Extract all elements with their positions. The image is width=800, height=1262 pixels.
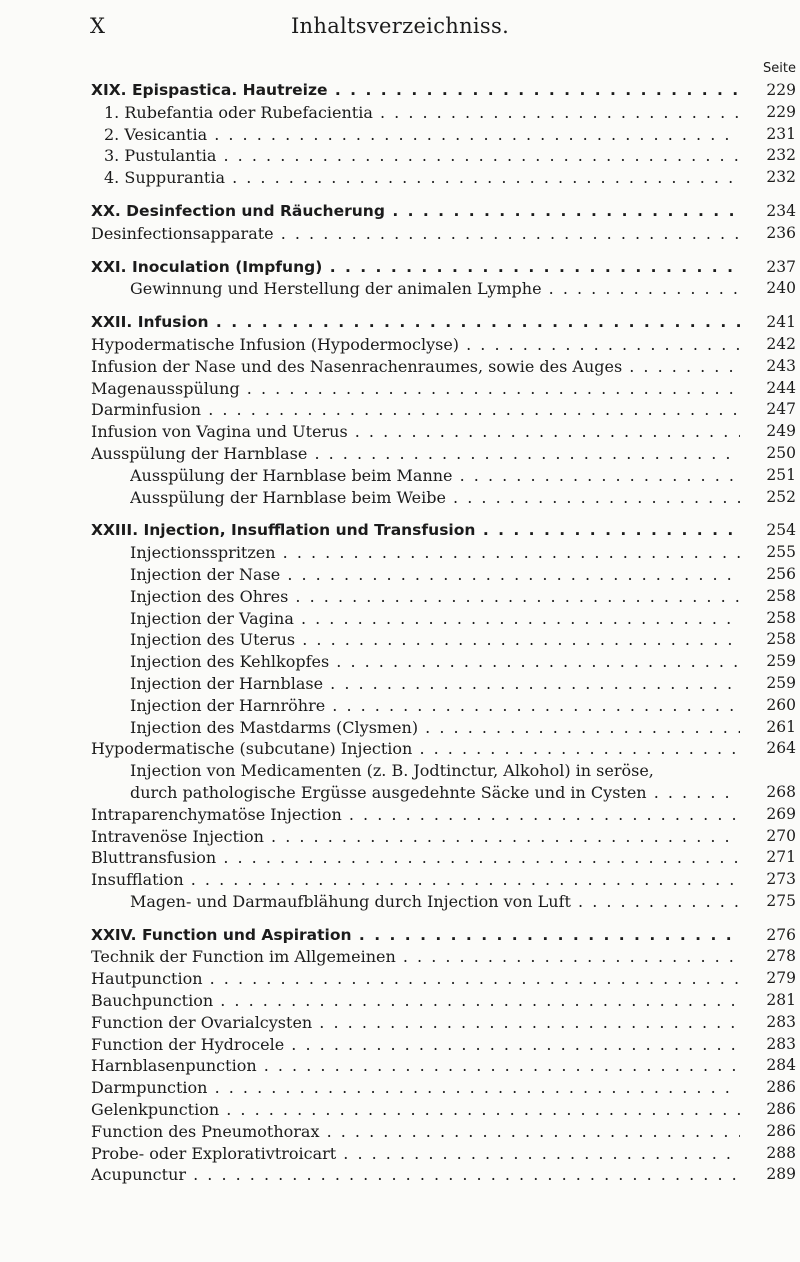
toc-entry <box>0 608 800 630</box>
toc-page-number: 250 <box>740 443 796 464</box>
toc-entry-text: Injection des Ohres . . . <box>130 586 740 607</box>
toc-entry-text: Ausspülung der Harnblase beim Manne . . . <box>130 465 740 486</box>
toc-entry-text: Darminfusion . . . <box>91 399 740 420</box>
toc-entry <box>0 465 800 487</box>
toc-entry <box>0 102 800 124</box>
toc-page-number: 283 <box>740 1034 796 1055</box>
toc-section <box>0 257 800 279</box>
toc-page-number: 279 <box>740 968 796 989</box>
toc-page-number: 256 <box>740 564 796 585</box>
toc-entry <box>0 968 800 990</box>
toc-page-number: 243 <box>740 356 796 377</box>
toc-page-number: 286 <box>740 1077 796 1098</box>
toc-entry-text: XXII. Infusion . . . <box>91 312 740 333</box>
toc-entry-text: Harnblasenpunction . . . <box>91 1055 740 1076</box>
toc-entry <box>0 1143 800 1165</box>
toc-page-number: 288 <box>740 1143 796 1164</box>
toc-page-number: 270 <box>740 826 796 847</box>
toc-page-number: 278 <box>740 946 796 967</box>
toc-entry-text: Gewinnung und Herstellung der animalen Lymphe . . . <box>130 278 740 299</box>
toc-page-number: 241 <box>740 312 796 333</box>
toc-section <box>0 80 800 102</box>
toc-page-number: 283 <box>740 1012 796 1033</box>
toc-entry <box>0 564 800 586</box>
table-of-contents <box>0 80 800 1186</box>
toc-entry <box>0 1077 800 1099</box>
toc-entry-text: Hautpunction . . . <box>91 968 740 989</box>
toc-entry-text: Technik der Function im Allgemeinen . . . <box>91 946 740 967</box>
toc-page-number: 232 <box>740 167 796 188</box>
toc-page-number: 259 <box>740 673 796 694</box>
toc-entry <box>0 782 800 804</box>
toc-entry-text: XXI. Inoculation (Impfung) . . . <box>91 257 740 278</box>
toc-entry <box>0 990 800 1012</box>
toc-page-number: 273 <box>740 869 796 890</box>
toc-entry-text: Hypodermatische (subcutane) Injection . . . <box>91 738 740 759</box>
toc-entry <box>0 542 800 564</box>
toc-entry <box>0 443 800 465</box>
toc-page-number: 286 <box>740 1121 796 1142</box>
toc-entry <box>0 223 800 245</box>
toc-entry-text: Desinfectionsapparate . . . <box>91 223 740 244</box>
toc-entry-text: XIX. Epispastica. Hautreize . . . <box>91 80 740 101</box>
toc-entry-text: Darmpunction . . . <box>91 1077 740 1098</box>
toc-entry <box>0 167 800 189</box>
toc-entry-text: Probe- oder Explorativtroicart . . . <box>91 1143 740 1164</box>
toc-entry <box>0 356 800 378</box>
toc-page-number: 281 <box>740 990 796 1011</box>
toc-page-number: 254 <box>740 520 796 541</box>
toc-entry <box>0 695 800 717</box>
toc-page-number: 232 <box>740 145 796 166</box>
toc-section <box>0 925 800 947</box>
toc-entry-text: Function der Ovarialcysten . . . <box>91 1012 740 1033</box>
toc-page-number: 251 <box>740 465 796 486</box>
toc-entry-text: Injectionsspritzen . . . <box>130 542 740 563</box>
toc-page-number: 286 <box>740 1099 796 1120</box>
toc-entry <box>0 1012 800 1034</box>
toc-entry-text: Infusion von Vagina und Uterus . . . <box>91 421 740 442</box>
toc-entry <box>0 334 800 356</box>
toc-section <box>0 201 800 223</box>
toc-entry-text: Infusion der Nase und des Nasenrachenraumes, sowie des Auges . . . <box>91 356 740 377</box>
toc-entry-text: Function des Pneumothorax . . . <box>91 1121 740 1142</box>
toc-entry-text: Ausspülung der Harnblase beim Weibe . . . <box>130 487 740 508</box>
toc-entry-text: durch pathologische Ergüsse ausgedehnte Säcke und in Cysten . . . <box>130 782 740 803</box>
toc-page-number: 258 <box>740 629 796 650</box>
toc-page-number: 236 <box>740 223 796 244</box>
toc-entry-text: Injection des Mastdarms (Clysmen) . . . <box>130 717 740 738</box>
toc-entry-text: Injection der Nase . . . <box>130 564 740 585</box>
toc-entry-text: 1. Rubefantia oder Rubefacientia . . . <box>104 102 740 123</box>
toc-entry-text: 3. Pustulantia . . . <box>104 145 740 166</box>
toc-page-number: 259 <box>740 651 796 672</box>
toc-section <box>0 312 800 334</box>
toc-page-number: 255 <box>740 542 796 563</box>
toc-page-number: 247 <box>740 399 796 420</box>
toc-entry-text: Bluttransfusion . . . <box>91 847 740 868</box>
toc-page-number: 242 <box>740 334 796 355</box>
toc-entry <box>0 1121 800 1143</box>
toc-page-number: 284 <box>740 1055 796 1076</box>
toc-entry <box>0 946 800 968</box>
toc-entry-text: Magen- und Darmaufblähung durch Injection von Luft . . . <box>130 891 740 912</box>
toc-entry-text: Bauchpunction . . . <box>91 990 740 1011</box>
toc-entry-text: Function der Hydrocele . . . <box>91 1034 740 1055</box>
toc-page-number: 275 <box>740 891 796 912</box>
toc-page-number: 289 <box>740 1164 796 1185</box>
toc-entry-text: 4. Suppurantia . . . <box>104 167 740 188</box>
toc-page-number: 229 <box>740 102 796 123</box>
toc-page-number: 260 <box>740 695 796 716</box>
toc-entry-text: 2. Vesicantia . . . <box>104 124 740 145</box>
toc-entry <box>0 378 800 400</box>
toc-entry-text: Intraparenchymatöse Injection . . . <box>91 804 740 825</box>
toc-page-number: 264 <box>740 738 796 759</box>
toc-page-number: 249 <box>740 421 796 442</box>
toc-page-number: 237 <box>740 257 796 278</box>
toc-entry <box>0 738 800 760</box>
toc-entry <box>0 717 800 739</box>
toc-entry-text: Magenausspülung . . . <box>91 378 740 399</box>
toc-page-number: 252 <box>740 487 796 508</box>
toc-entry <box>0 1055 800 1077</box>
toc-entry <box>0 804 800 826</box>
toc-entry-text: Injection des Kehlkopfes . . . <box>130 651 740 672</box>
toc-page-number: 229 <box>740 80 796 101</box>
toc-page-number: 258 <box>740 608 796 629</box>
toc-entry <box>0 278 800 300</box>
toc-section <box>0 520 800 542</box>
toc-entry <box>0 487 800 509</box>
toc-entry <box>0 760 800 782</box>
page-column-label: Seite <box>763 61 796 76</box>
toc-entry <box>0 1164 800 1186</box>
toc-page-number: 234 <box>740 201 796 222</box>
toc-entry <box>0 891 800 913</box>
toc-entry-text: Injection des Uterus . . . <box>130 629 740 650</box>
toc-entry-text: Acupunctur . . . <box>91 1164 740 1185</box>
toc-entry-text: Ausspülung der Harnblase . . . <box>91 443 740 464</box>
toc-entry-text: Injection der Harnröhre . . . <box>130 695 740 716</box>
toc-entry <box>0 124 800 146</box>
toc-entry <box>0 651 800 673</box>
toc-page-number: 269 <box>740 804 796 825</box>
toc-entry <box>0 586 800 608</box>
toc-entry-text: Injection der Harnblase . . . <box>130 673 740 694</box>
toc-entry-text: XX. Desinfection und Räucherung . . . <box>91 201 740 222</box>
toc-entry-text: Gelenkpunction . . . <box>91 1099 740 1120</box>
toc-entry <box>0 847 800 869</box>
toc-entry-text: Intravenöse Injection . . . <box>91 826 740 847</box>
toc-entry <box>0 869 800 891</box>
toc-entry <box>0 1099 800 1121</box>
toc-entry-text: Injection von Medicamenten (z. B. Jodtinctur, Alkohol) in seröse, <box>130 761 654 781</box>
toc-page-number: 258 <box>740 586 796 607</box>
toc-entry <box>0 399 800 421</box>
toc-entry <box>0 1034 800 1056</box>
toc-page-number: 276 <box>740 925 796 946</box>
page-title: Inhaltsverzeichniss. <box>290 14 510 38</box>
toc-entry-text: Injection der Vagina . . . <box>130 608 740 629</box>
toc-entry <box>0 421 800 443</box>
toc-page-number: 271 <box>740 847 796 868</box>
toc-page-number: 261 <box>740 717 796 738</box>
page-header <box>0 14 800 44</box>
toc-entry <box>0 145 800 167</box>
toc-entry <box>0 826 800 848</box>
toc-entry <box>0 673 800 695</box>
toc-page-number: 244 <box>740 378 796 399</box>
toc-entry-text: XXIII. Injection, Insufflation und Transfusion . . . <box>91 520 740 541</box>
toc-entry <box>0 629 800 651</box>
toc-entry-text: Insufflation . . . <box>91 869 740 890</box>
toc-page-number: 240 <box>740 278 796 299</box>
toc-entry-text: XXIV. Function und Aspiration . . . <box>91 925 740 946</box>
toc-page-number: 231 <box>740 124 796 145</box>
toc-entry-text: Hypodermatische Infusion (Hypodermoclyse) . . . <box>91 334 740 355</box>
page-number-roman: X <box>90 14 105 38</box>
toc-page-number: 268 <box>740 782 796 803</box>
